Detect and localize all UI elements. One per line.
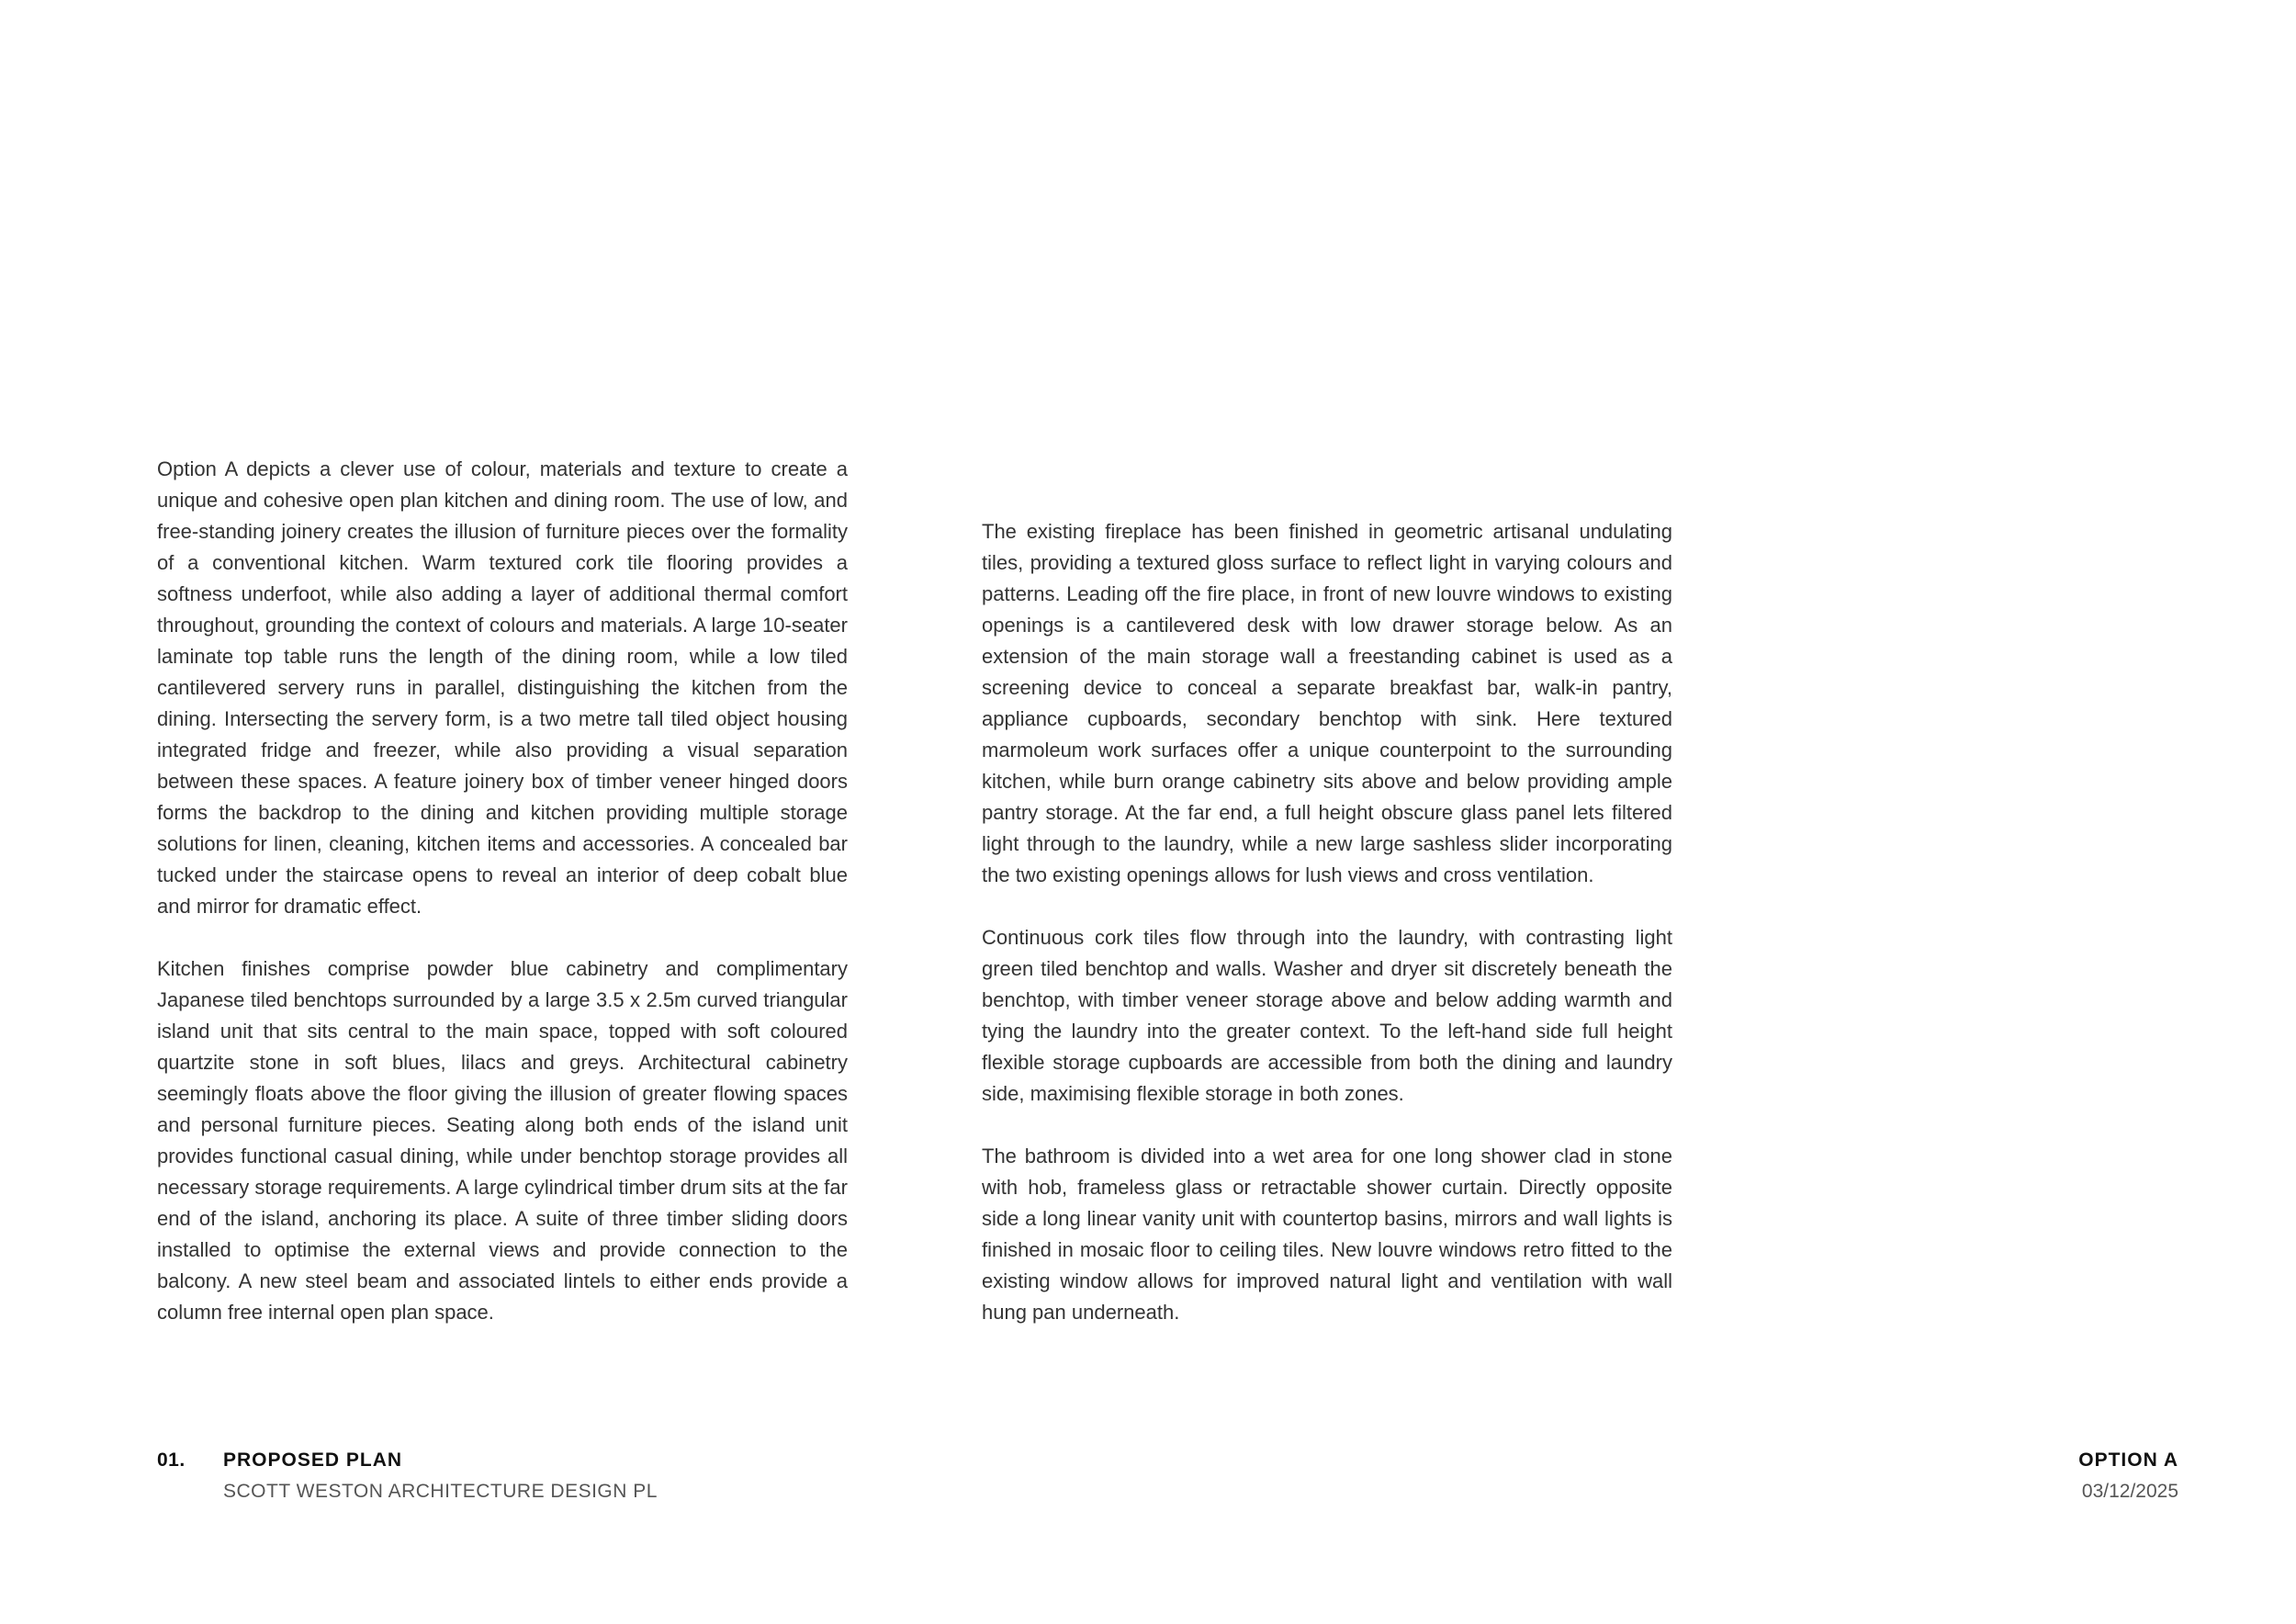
option-label: OPTION A (2078, 1449, 2178, 1471)
paragraph-kitchen-finishes: Kitchen finishes comprise powder blue cabinetry and complimentary Japanese tiled benchtops surrounded by a large 3.5 x 2.5m curved triangular island unit that sits central to the main space, topped with soft coloured quartzite stone in soft blues, lilacs and greys. Architectural cabinetry seemingly floats above the floor giving the illusion of greater flowing spaces and personal furniture pieces. Seating along both ends of the island unit provides functional casual dining, while under benchtop storage provides all necessary storage requirements. A large cylindrical timber drum sits at the far end of the island, anchoring its place. A suite of three timber sliding doors installed to optimise the external views and provide connection to the balcony. A new steel beam and associated lintels to either ends provide a column free internal open plan space. (157, 957, 848, 1324)
right-text-column (982, 516, 1672, 1328)
left-text-column (157, 454, 848, 1328)
company-name: SCOTT WESTON ARCHITECTURE DESIGN PL (223, 1481, 658, 1502)
paragraph-fireplace: The existing fireplace has been finished in geometric artisanal undulating tiles, providing a textured gloss surface to reflect light in varying colours and patterns. Leading off the fire place, in front of new louvre windows to existing openings is a cantilevered desk with low drawer storage below. As an extension of the main storage wall a freestanding cabinet is used as a screening device to conceal a separate breakfast bar, walk-in pantry, appliance cupboards, secondary benchtop with sink. Here textured marmoleum work surfaces offer a unique counterpoint to the surrounding kitchen, while burn orange cabinetry sits above and below providing ample pantry storage. At the far end, a full height obscure glass panel lets filtered light through to the laundry, while a new large sashless slider incorporating the two existing openings allows for lush views and cross ventilation. (982, 520, 1672, 886)
paragraph-laundry: Continuous cork tiles flow through into the laundry, with contrasting light green tiled benchtop and walls. Washer and dryer sit discretely beneath the benchtop, with timber veneer storage above and below adding warmth and tying the laundry into the greater context. To the left-hand side full height flexible storage cupboards are accessible from both the dining and laundry side, maximising flexible storage in both zones. (982, 926, 1672, 1105)
document-date: 03/12/2025 (2081, 1481, 2178, 1502)
paragraph-option-a-intro: Option A depicts a clever use of colour, materials and texture to create a unique and cohesive open plan kitchen and dining room. The use of low, and free-standing joinery creates the illusion of furniture pieces over the formality of a conventional kitchen. Warm textured cork tile flooring provides a softness underfoot, while also adding a layer of additional thermal comfort throughout, grounding the context of colours and materials. A large 10-seater laminate top table runs the length of the dining room, while a low tiled cantilevered servery runs in parallel, distinguishing the kitchen from the dining. Intersecting the servery form, is a two metre tall tiled object housing integrated fridge and freezer, while also providing a visual separation between these spaces. A feature joinery box of timber veneer hinged doors forms the backdrop to the dining and kitchen providing multiple storage solutions for linen, cleaning, kitchen items and accessories. A concealed bar tucked under the staircase opens to reveal an interior of deep cobalt blue and mirror for dramatic effect. (157, 457, 848, 918)
section-title: PROPOSED PLAN (223, 1449, 403, 1471)
paragraph-bathroom: The bathroom is divided into a wet area for one long shower clad in stone with hob, frameless glass or retractable shower curtain. Directly opposite side a long linear vanity unit with countertop basins, mirrors and wall lights is finished in mosaic floor to ceiling tiles. New louvre windows retro fitted to the existing window allows for improved natural light and ventilation with wall hung pan underneath. (982, 1145, 1672, 1324)
section-number: 01. (157, 1449, 186, 1471)
